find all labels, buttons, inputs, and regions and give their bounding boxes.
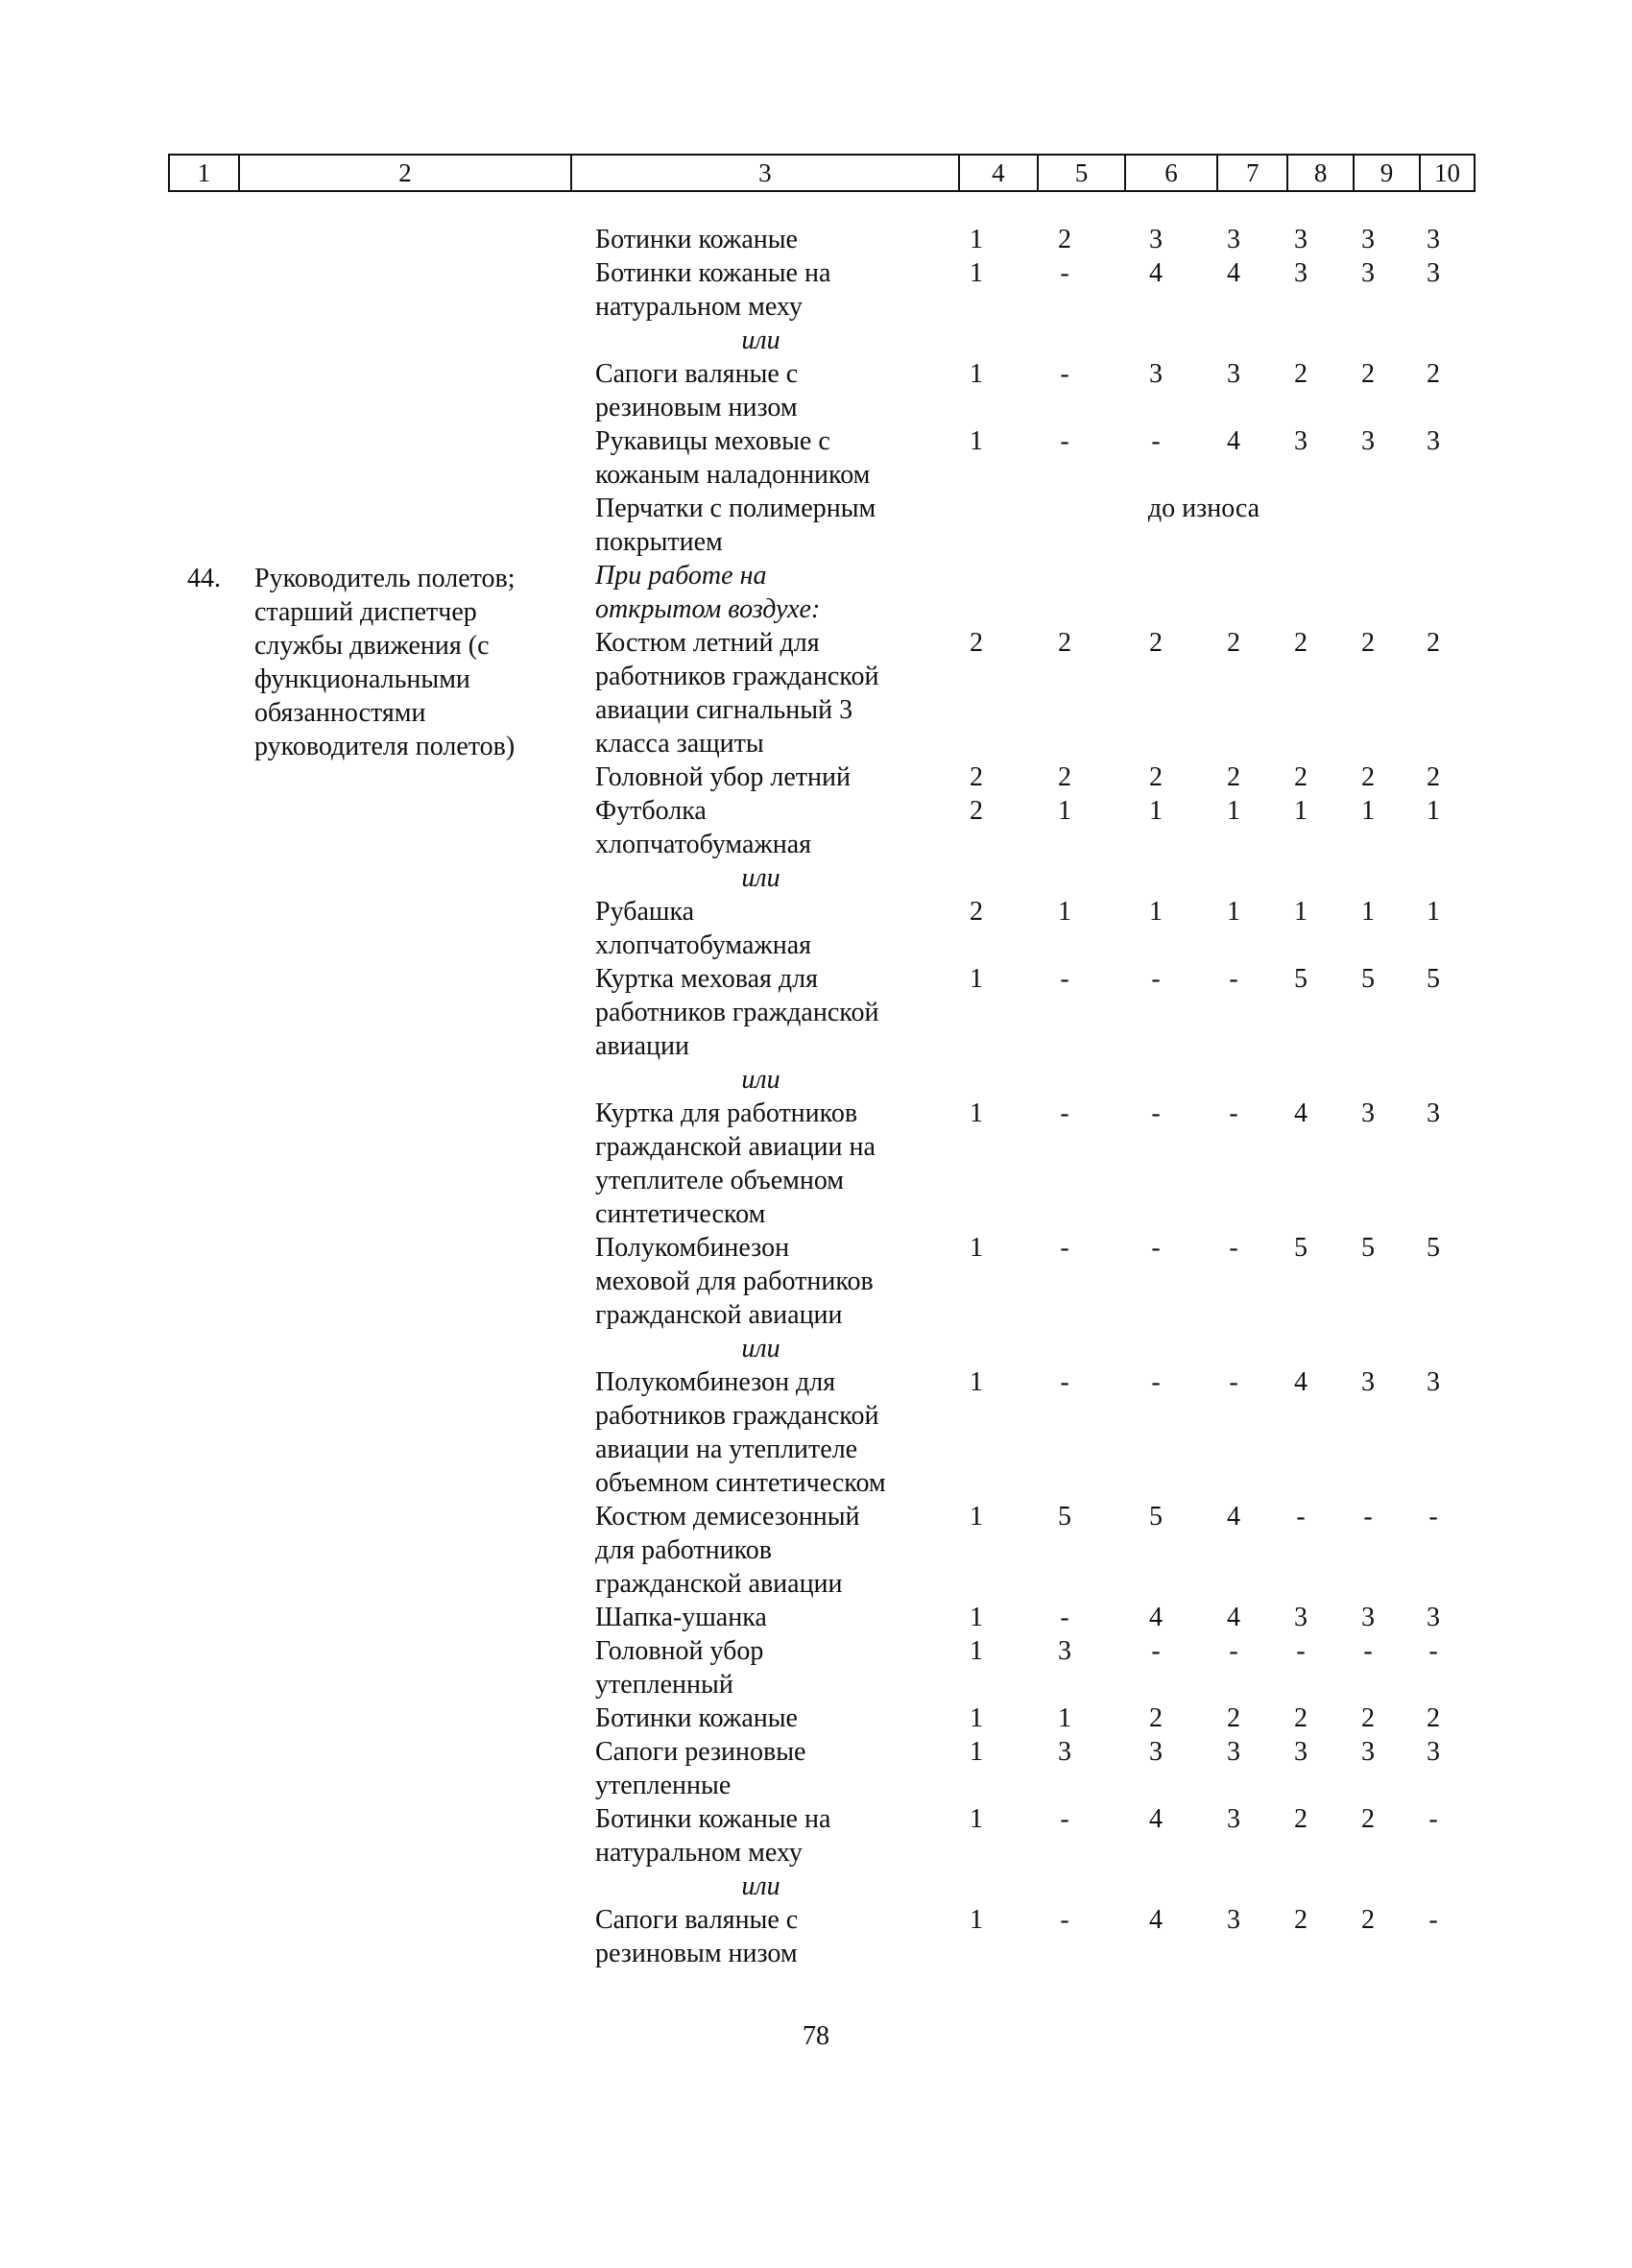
alternative-label: или bbox=[741, 1334, 780, 1363]
alternative-label: или bbox=[741, 326, 780, 355]
value-col-8: 3 bbox=[1294, 258, 1308, 288]
header-col-5: 5 bbox=[1037, 156, 1124, 190]
header-col-3: 3 bbox=[570, 156, 957, 190]
value-col-7: - bbox=[1229, 1098, 1238, 1128]
value-col-4: 2 bbox=[970, 762, 983, 792]
value-col-4: 2 bbox=[970, 897, 983, 927]
value-col-10: 5 bbox=[1427, 1233, 1440, 1263]
item-name: Костюм демисезонный для работников гражданской авиации bbox=[595, 1502, 860, 1599]
value-col-5: - bbox=[1060, 1804, 1069, 1834]
value-col-9: 3 bbox=[1361, 426, 1375, 456]
value-col-7: - bbox=[1229, 964, 1238, 994]
value-col-8: 3 bbox=[1294, 1603, 1308, 1632]
value-col-10: 5 bbox=[1427, 964, 1440, 994]
value-col-10: 2 bbox=[1427, 1703, 1440, 1733]
value-col-9: 3 bbox=[1361, 1737, 1375, 1767]
value-col-7: 3 bbox=[1227, 225, 1240, 254]
value-col-7: 3 bbox=[1227, 1737, 1240, 1767]
alternative-label: или bbox=[741, 1065, 780, 1095]
value-col-10: 3 bbox=[1427, 426, 1440, 456]
value-col-8: 2 bbox=[1294, 628, 1308, 658]
value-col-5: - bbox=[1060, 1905, 1069, 1935]
value-col-7: 2 bbox=[1227, 628, 1240, 658]
value-col-6: - bbox=[1151, 964, 1161, 994]
value-col-10: 2 bbox=[1427, 628, 1440, 658]
value-col-10: 2 bbox=[1427, 762, 1440, 792]
value-col-6: 1 bbox=[1149, 796, 1163, 826]
value-col-4: 1 bbox=[970, 1502, 983, 1532]
value-col-4: 1 bbox=[970, 1233, 983, 1263]
span-value: до износа bbox=[1147, 494, 1260, 523]
value-col-10: 3 bbox=[1427, 1367, 1440, 1397]
item-name: Сапоги валяные с резиновым низом bbox=[595, 359, 799, 422]
item-name: Полукомбинезон для работников гражданской авиации на утеплителе объемном синтетическом bbox=[595, 1367, 886, 1498]
value-col-4: 1 bbox=[970, 225, 983, 254]
value-col-5: - bbox=[1060, 359, 1069, 389]
item-name: Футболка хлопчатобумажная bbox=[595, 796, 812, 859]
value-col-7: 4 bbox=[1227, 1603, 1240, 1632]
value-col-8: 5 bbox=[1294, 964, 1308, 994]
value-col-6: 2 bbox=[1149, 1703, 1163, 1733]
value-col-8: 3 bbox=[1294, 426, 1308, 456]
value-col-6: 2 bbox=[1149, 628, 1163, 658]
item-name: Рукавицы меховые с кожаным наладонником bbox=[595, 426, 871, 490]
alternative-label: или bbox=[741, 1871, 780, 1901]
value-col-9: 2 bbox=[1361, 1804, 1375, 1834]
value-col-4: 2 bbox=[970, 796, 983, 826]
header-col-4: 4 bbox=[958, 156, 1038, 190]
header-col-9: 9 bbox=[1353, 156, 1419, 190]
value-col-10: 3 bbox=[1427, 1737, 1440, 1767]
value-col-8: - bbox=[1296, 1502, 1306, 1532]
value-col-5: - bbox=[1060, 964, 1069, 994]
value-col-8: 2 bbox=[1294, 762, 1308, 792]
header-col-1: 1 bbox=[197, 157, 211, 187]
alternative-label: или bbox=[741, 863, 780, 893]
value-col-9: 2 bbox=[1361, 628, 1375, 658]
value-col-8: 2 bbox=[1294, 1804, 1308, 1834]
value-col-5: 3 bbox=[1058, 1636, 1071, 1666]
value-col-6: 4 bbox=[1149, 1804, 1163, 1834]
value-col-10: 1 bbox=[1427, 796, 1440, 826]
value-col-4: 1 bbox=[970, 1603, 983, 1632]
value-col-6: 3 bbox=[1149, 359, 1163, 389]
item-name: Куртка меховая для работников гражданской авиации bbox=[595, 964, 879, 1061]
value-col-9: 2 bbox=[1361, 359, 1375, 389]
value-col-6: 3 bbox=[1149, 225, 1163, 254]
value-col-4: 1 bbox=[970, 1905, 983, 1935]
value-col-4: 1 bbox=[970, 1098, 983, 1128]
header-col-6: 6 bbox=[1124, 156, 1216, 190]
item-name: Сапоги валяные с резиновым низом bbox=[595, 1905, 799, 1968]
value-col-7: 3 bbox=[1227, 1905, 1240, 1935]
entry-number: 44. bbox=[187, 564, 221, 593]
value-col-7: 4 bbox=[1227, 426, 1240, 456]
value-col-6: 5 bbox=[1149, 1502, 1163, 1532]
value-col-8: 1 bbox=[1294, 796, 1308, 826]
value-col-7: 4 bbox=[1227, 1502, 1240, 1532]
value-col-7: 2 bbox=[1227, 1703, 1240, 1733]
value-col-9: 3 bbox=[1361, 1098, 1375, 1128]
value-col-6: - bbox=[1151, 1636, 1161, 1666]
value-col-10: 3 bbox=[1427, 1098, 1440, 1128]
value-col-6: 1 bbox=[1149, 897, 1163, 927]
value-col-10: 3 bbox=[1427, 225, 1440, 254]
item-name: Головной убор летний bbox=[595, 762, 851, 792]
header-col-7: 7 bbox=[1216, 156, 1286, 190]
value-col-8: 2 bbox=[1294, 1703, 1308, 1733]
value-col-9: 5 bbox=[1361, 964, 1375, 994]
value-col-8: 5 bbox=[1294, 1233, 1308, 1263]
value-col-9: 2 bbox=[1361, 1703, 1375, 1733]
value-col-9: - bbox=[1363, 1636, 1373, 1666]
item-name: Ботинки кожаные на натуральном меху bbox=[595, 258, 831, 322]
value-col-4: 1 bbox=[970, 964, 983, 994]
header-col-8: 8 bbox=[1286, 156, 1353, 190]
value-col-5: 3 bbox=[1058, 1737, 1071, 1767]
value-col-10: 1 bbox=[1427, 897, 1440, 927]
value-col-4: 1 bbox=[970, 1804, 983, 1834]
value-col-10: - bbox=[1428, 1905, 1438, 1935]
value-col-7: 3 bbox=[1227, 1804, 1240, 1834]
item-name: Ботинки кожаные bbox=[595, 1703, 798, 1733]
value-col-5: - bbox=[1060, 426, 1069, 456]
page-number: 78 bbox=[803, 2021, 829, 2051]
value-col-9: 3 bbox=[1361, 225, 1375, 254]
value-col-4: 1 bbox=[970, 1737, 983, 1767]
item-name: Сапоги резиновые утепленные bbox=[595, 1737, 806, 1800]
item-name: При работе на открытом воздухе: bbox=[595, 561, 821, 624]
value-col-5: - bbox=[1060, 1603, 1069, 1632]
value-col-4: 2 bbox=[970, 628, 983, 658]
value-col-10: 2 bbox=[1427, 359, 1440, 389]
value-col-4: 1 bbox=[970, 359, 983, 389]
value-col-5: 1 bbox=[1058, 796, 1071, 826]
value-col-6: 4 bbox=[1149, 1905, 1163, 1935]
item-name: Куртка для работников гражданской авиации на утеплителе объемном синтетическом bbox=[595, 1098, 876, 1229]
value-col-8: 2 bbox=[1294, 1905, 1308, 1935]
value-col-10: 3 bbox=[1427, 258, 1440, 288]
value-col-9: 5 bbox=[1361, 1233, 1375, 1263]
table-header bbox=[168, 154, 1476, 192]
value-col-4: 1 bbox=[970, 426, 983, 456]
value-col-6: - bbox=[1151, 1098, 1161, 1128]
item-name: Ботинки кожаные на натуральном меху bbox=[595, 1804, 831, 1868]
value-col-6: - bbox=[1151, 426, 1161, 456]
value-col-6: - bbox=[1151, 1367, 1161, 1397]
value-col-7: 2 bbox=[1227, 762, 1240, 792]
value-col-4: 1 bbox=[970, 1636, 983, 1666]
value-col-7: 3 bbox=[1227, 359, 1240, 389]
value-col-5: 2 bbox=[1058, 225, 1071, 254]
value-col-8: - bbox=[1296, 1636, 1306, 1666]
value-col-8: 4 bbox=[1294, 1098, 1308, 1128]
value-col-7: 4 bbox=[1227, 258, 1240, 288]
item-name: Перчатки с полимерным покрытием bbox=[595, 494, 876, 557]
item-name: Головной убор утепленный bbox=[595, 1636, 764, 1700]
item-name: Полукомбинезон меховой для работников гражданской авиации bbox=[595, 1233, 874, 1330]
value-col-6: 3 bbox=[1149, 1737, 1163, 1767]
value-col-7: 1 bbox=[1227, 897, 1240, 927]
value-col-8: 3 bbox=[1294, 225, 1308, 254]
value-col-9: 3 bbox=[1361, 258, 1375, 288]
value-col-8: 4 bbox=[1294, 1367, 1308, 1397]
value-col-10: - bbox=[1428, 1804, 1438, 1834]
value-col-4: 1 bbox=[970, 258, 983, 288]
value-col-9: 3 bbox=[1361, 1603, 1375, 1632]
item-name: Ботинки кожаные bbox=[595, 225, 798, 254]
value-col-8: 1 bbox=[1294, 897, 1308, 927]
item-name: Костюм летний для работников гражданской авиации сигнальный 3 класса защиты bbox=[595, 628, 879, 759]
value-col-6: 4 bbox=[1149, 258, 1163, 288]
value-col-7: - bbox=[1229, 1233, 1238, 1263]
value-col-6: 4 bbox=[1149, 1603, 1163, 1632]
value-col-9: 2 bbox=[1361, 1905, 1375, 1935]
value-col-5: 1 bbox=[1058, 897, 1071, 927]
value-col-5: 2 bbox=[1058, 628, 1071, 658]
value-col-6: - bbox=[1151, 1233, 1161, 1263]
value-col-6: 2 bbox=[1149, 762, 1163, 792]
header-col-10: 10 bbox=[1419, 156, 1474, 190]
value-col-9: 1 bbox=[1361, 796, 1375, 826]
value-col-9: - bbox=[1363, 1502, 1373, 1532]
value-col-10: - bbox=[1428, 1502, 1438, 1532]
value-col-4: 1 bbox=[970, 1703, 983, 1733]
entry-position: Руководитель полетов; старший диспетчер службы движения (с функциональными обязанностями руководителя полетов) bbox=[254, 564, 516, 761]
value-col-5: 1 bbox=[1058, 1703, 1071, 1733]
item-name: Рубашка хлопчатобумажная bbox=[595, 897, 812, 960]
value-col-8: 3 bbox=[1294, 1737, 1308, 1767]
value-col-4: 1 bbox=[970, 1367, 983, 1397]
value-col-5: - bbox=[1060, 258, 1069, 288]
value-col-5: - bbox=[1060, 1367, 1069, 1397]
header-col-2: 2 bbox=[238, 156, 570, 190]
value-col-5: - bbox=[1060, 1098, 1069, 1128]
value-col-7: 1 bbox=[1227, 796, 1240, 826]
value-col-7: - bbox=[1229, 1636, 1238, 1666]
item-name: Шапка-ушанка bbox=[595, 1603, 767, 1632]
value-col-9: 3 bbox=[1361, 1367, 1375, 1397]
value-col-9: 1 bbox=[1361, 897, 1375, 927]
value-col-5: - bbox=[1060, 1233, 1069, 1263]
value-col-9: 2 bbox=[1361, 762, 1375, 792]
value-col-5: 2 bbox=[1058, 762, 1071, 792]
value-col-10: - bbox=[1428, 1636, 1438, 1666]
value-col-7: - bbox=[1229, 1367, 1238, 1397]
value-col-5: 5 bbox=[1058, 1502, 1071, 1532]
value-col-8: 2 bbox=[1294, 359, 1308, 389]
value-col-10: 3 bbox=[1427, 1603, 1440, 1632]
